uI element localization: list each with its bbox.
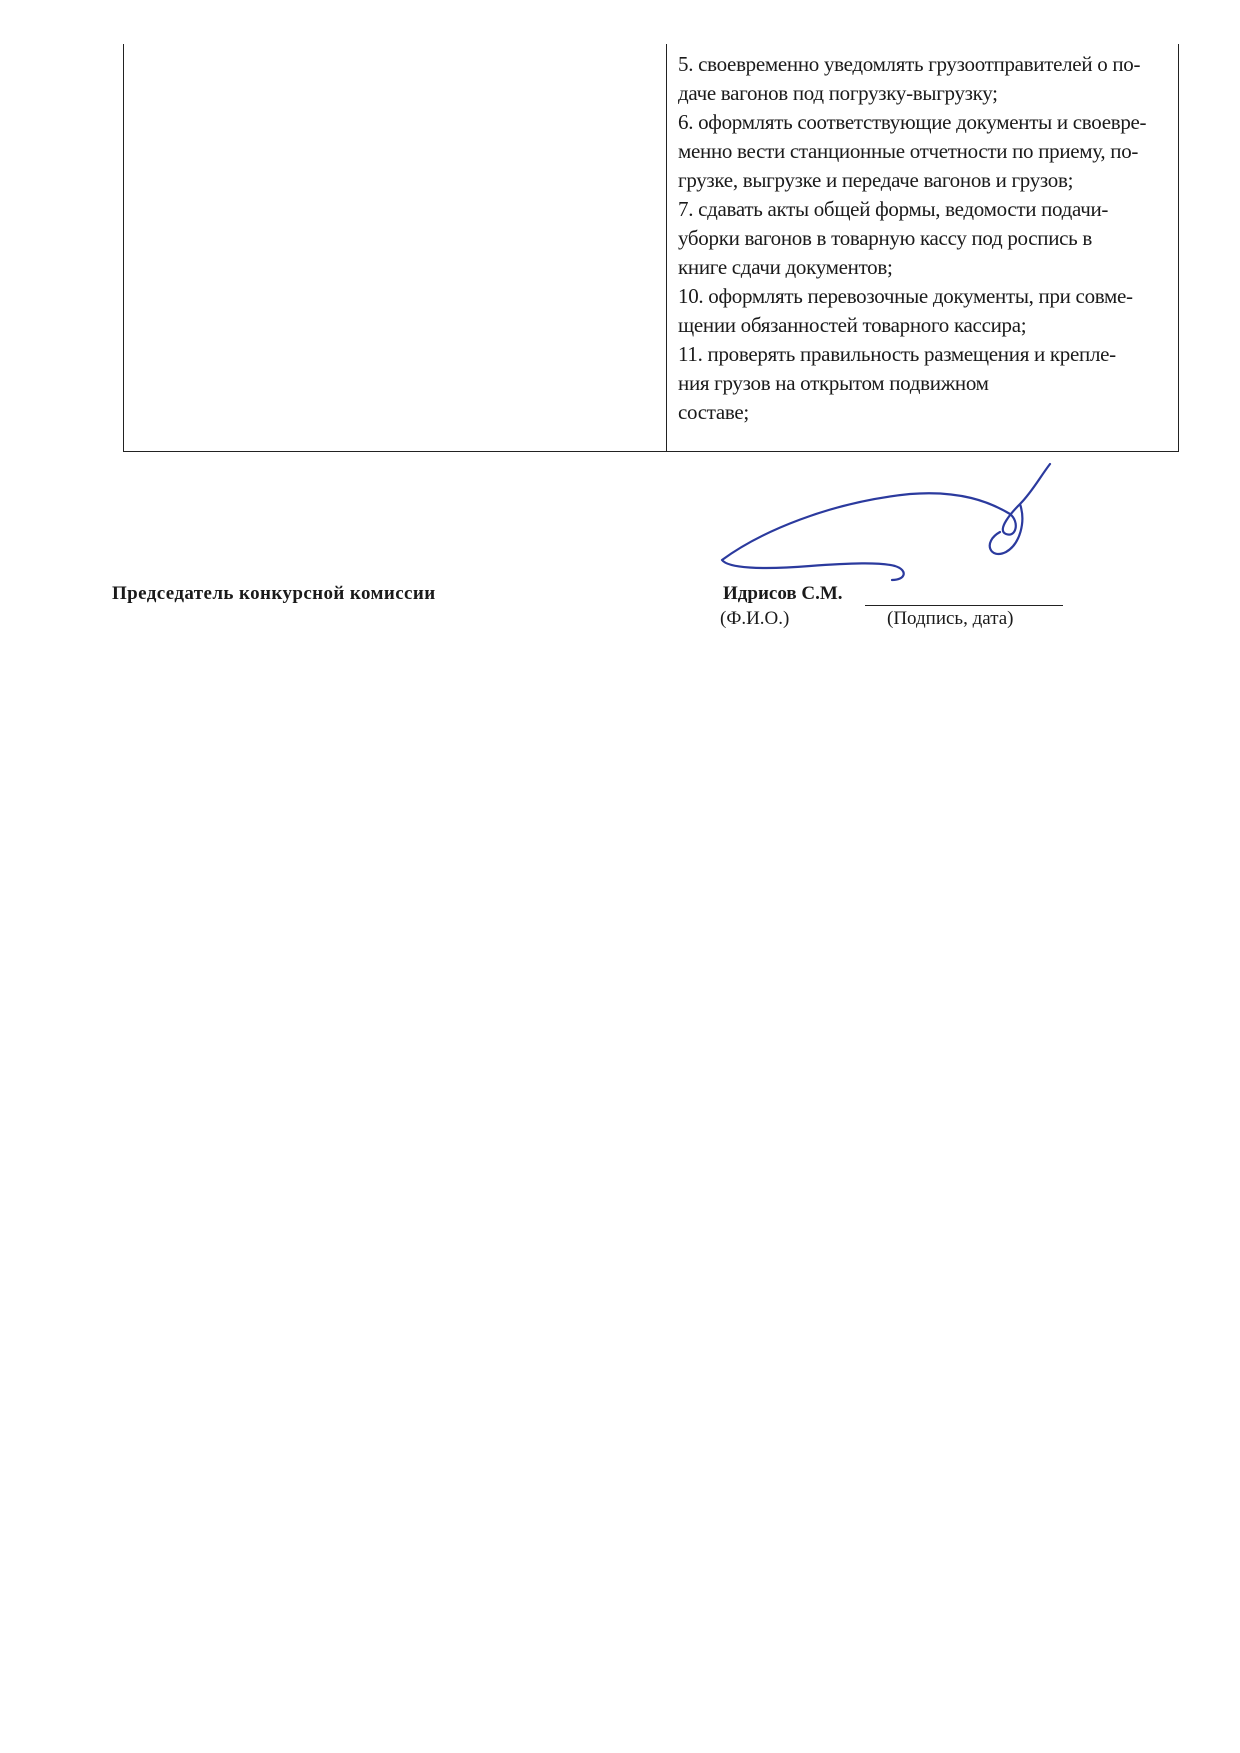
duty-line: 10. оформлять перевозочные документы, при совме- (678, 284, 1133, 308)
chairman-label: Председатель конкурсной комиссии (112, 583, 436, 604)
fio-caption: (Ф.И.О.) (720, 608, 790, 629)
signature-line (865, 605, 1063, 606)
duty-line: грузке, выгрузке и передаче вагонов и грузов; (678, 168, 1074, 192)
duty-item-11 (678, 340, 1168, 427)
duty-line: 7. сдавать акты общей формы, ведомости подачи- (678, 197, 1109, 221)
duty-line: 5. своевременно уведомлять грузоотправителей о по- (678, 52, 1141, 76)
signature-date-caption: (Подпись, дата) (887, 608, 1014, 629)
chairman-name: Идрисов С.М. (723, 583, 843, 604)
table-right-cell (678, 50, 1168, 427)
duty-item-5 (678, 50, 1168, 108)
duty-item-7 (678, 195, 1168, 282)
duty-item-6 (678, 108, 1168, 195)
duty-line: щении обязанностей товарного кассира; (678, 313, 1027, 337)
duty-line: 11. проверять правильность размещения и крепле- (678, 342, 1116, 366)
duty-line: составе; (678, 400, 749, 424)
duty-line: уборки вагонов в товарную кассу под роспись в (678, 226, 1093, 250)
signature-stroke (722, 464, 1050, 580)
handwritten-signature (720, 462, 1080, 592)
duty-line: ния грузов на открытом подвижном (678, 371, 989, 395)
duty-line: даче вагонов под погрузку-выгрузку; (678, 81, 998, 105)
duties-table (123, 44, 1179, 452)
table-column-divider (666, 44, 667, 451)
duty-line: 6. оформлять соответствующие документы и своевре- (678, 110, 1147, 134)
duty-item-10 (678, 282, 1168, 340)
duty-line: менно вести станционные отчетности по приему, по- (678, 139, 1139, 163)
duty-line: книге сдачи документов; (678, 255, 893, 279)
